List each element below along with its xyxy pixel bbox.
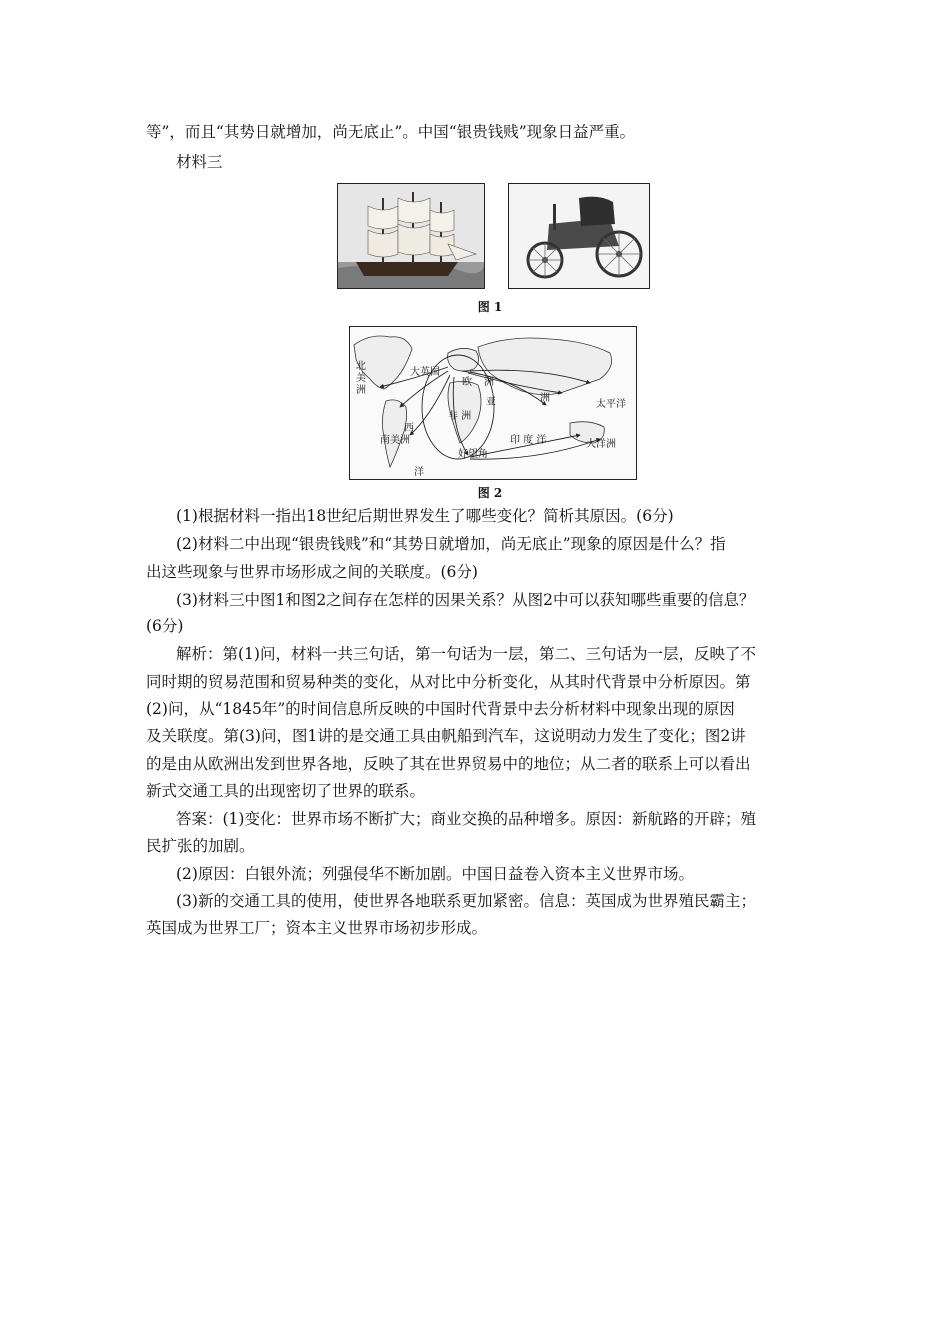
analysis-line-4: 及关联度。第(3)问，图1讲的是交通工具由帆船到汽车，这说明动力发生了变化；图2讲 — [146, 727, 746, 745]
map-label-africa: 非 洲 — [448, 411, 472, 422]
map-label-north-america-3: 洲 — [356, 385, 366, 396]
early-automobile-illustration — [509, 184, 649, 288]
sailing-ship-illustration — [338, 184, 484, 288]
map-label-europe-2: 洲 — [484, 377, 494, 388]
question-3-line-2: (6分) — [146, 617, 184, 635]
map-label-north-america-1: 北 — [356, 361, 366, 372]
sailing-ship-image — [337, 183, 485, 289]
map-label-indian-ocean: 印 度 洋 — [510, 435, 547, 446]
analysis-line-5: 的是由从欧洲出发到世界各地，反映了其在世界贸易中的地位；从二者的联系上可以看出 — [146, 755, 751, 773]
early-automobile-image — [508, 183, 650, 289]
answer-1-line-2: 民扩张的加剧。 — [146, 837, 255, 855]
world-trade-map — [349, 326, 637, 480]
analysis-line-1: 解析：第(1)问，材料一共三句话，第一句话为一层，第二、三句话为一层，反映了不 — [176, 645, 756, 663]
material-three-heading: 材料三 — [176, 153, 223, 171]
question-2-line-2: 出这些现象与世界市场形成之间的关联度。(6分) — [146, 563, 478, 581]
answer-3-line-1: (3)新的交通工具的使用，使世界各地联系更加紧密。信息：英国成为世界殖民霸主； — [176, 892, 756, 910]
analysis-line-6: 新式交通工具的出现密切了世界的联系。 — [146, 782, 426, 800]
map-label-oceania: 大洋洲 — [586, 439, 616, 450]
question-3-line-1: (3)材料三中图1和图2之间存在怎样的因果关系？从图2中可以获知哪些重要的信息？ — [176, 591, 755, 609]
analysis-line-3: (2)问，从“1845年”的时间信息所反映的中国时代背景中去分析材料中现象出现的原因 — [146, 700, 735, 718]
map-label-asia-2: 洲 — [540, 393, 550, 404]
map-label-ocean: 洋 — [414, 467, 424, 478]
answer-2: (2)原因：白银外流；列强侵华不断加剧。中国日益卷入资本主义世界市场。 — [176, 865, 694, 883]
map-label-good-hope: 好望角 — [458, 449, 488, 460]
map-label-west: 西 — [404, 423, 414, 434]
world-trade-map-illustration — [350, 327, 636, 479]
answer-1-line-1: 答案：(1)变化：世界市场不断扩大；商业交换的品种增多。原因：新航路的开辟；殖 — [176, 810, 756, 828]
map-label-asia-1: 亚 — [486, 397, 496, 408]
answer-3-line-2: 英国成为世界工厂；资本主义世界市场初步形成。 — [146, 919, 488, 937]
map-label-north-america-2: 美 — [356, 373, 366, 384]
question-2-line-1: (2)材料二中出现“银贵钱贱”和“其势日就增加，尚无底止”现象的原因是什么？指 — [176, 535, 726, 553]
figure-2-caption: 图 2 — [477, 486, 503, 500]
map-label-south-america: 南美洲 — [380, 435, 410, 446]
map-label-britain: 大英国 — [410, 367, 440, 378]
figure-1-caption: 图 1 — [477, 300, 503, 314]
top-line: 等”，而且“其势日就增加，尚无底止”。中国“银贵钱贱”现象日益严重。 — [146, 123, 636, 141]
map-label-pacific: 太平洋 — [596, 399, 626, 410]
map-label-europe-1: 欧 — [462, 377, 472, 388]
question-1: (1)根据材料一指出18世纪后期世界发生了哪些变化？简析其原因。(6分) — [176, 507, 674, 525]
analysis-line-2: 同时期的贸易范围和贸易种类的变化，从对比中分析变化，从其时代背景中分析原因。第 — [146, 673, 751, 691]
